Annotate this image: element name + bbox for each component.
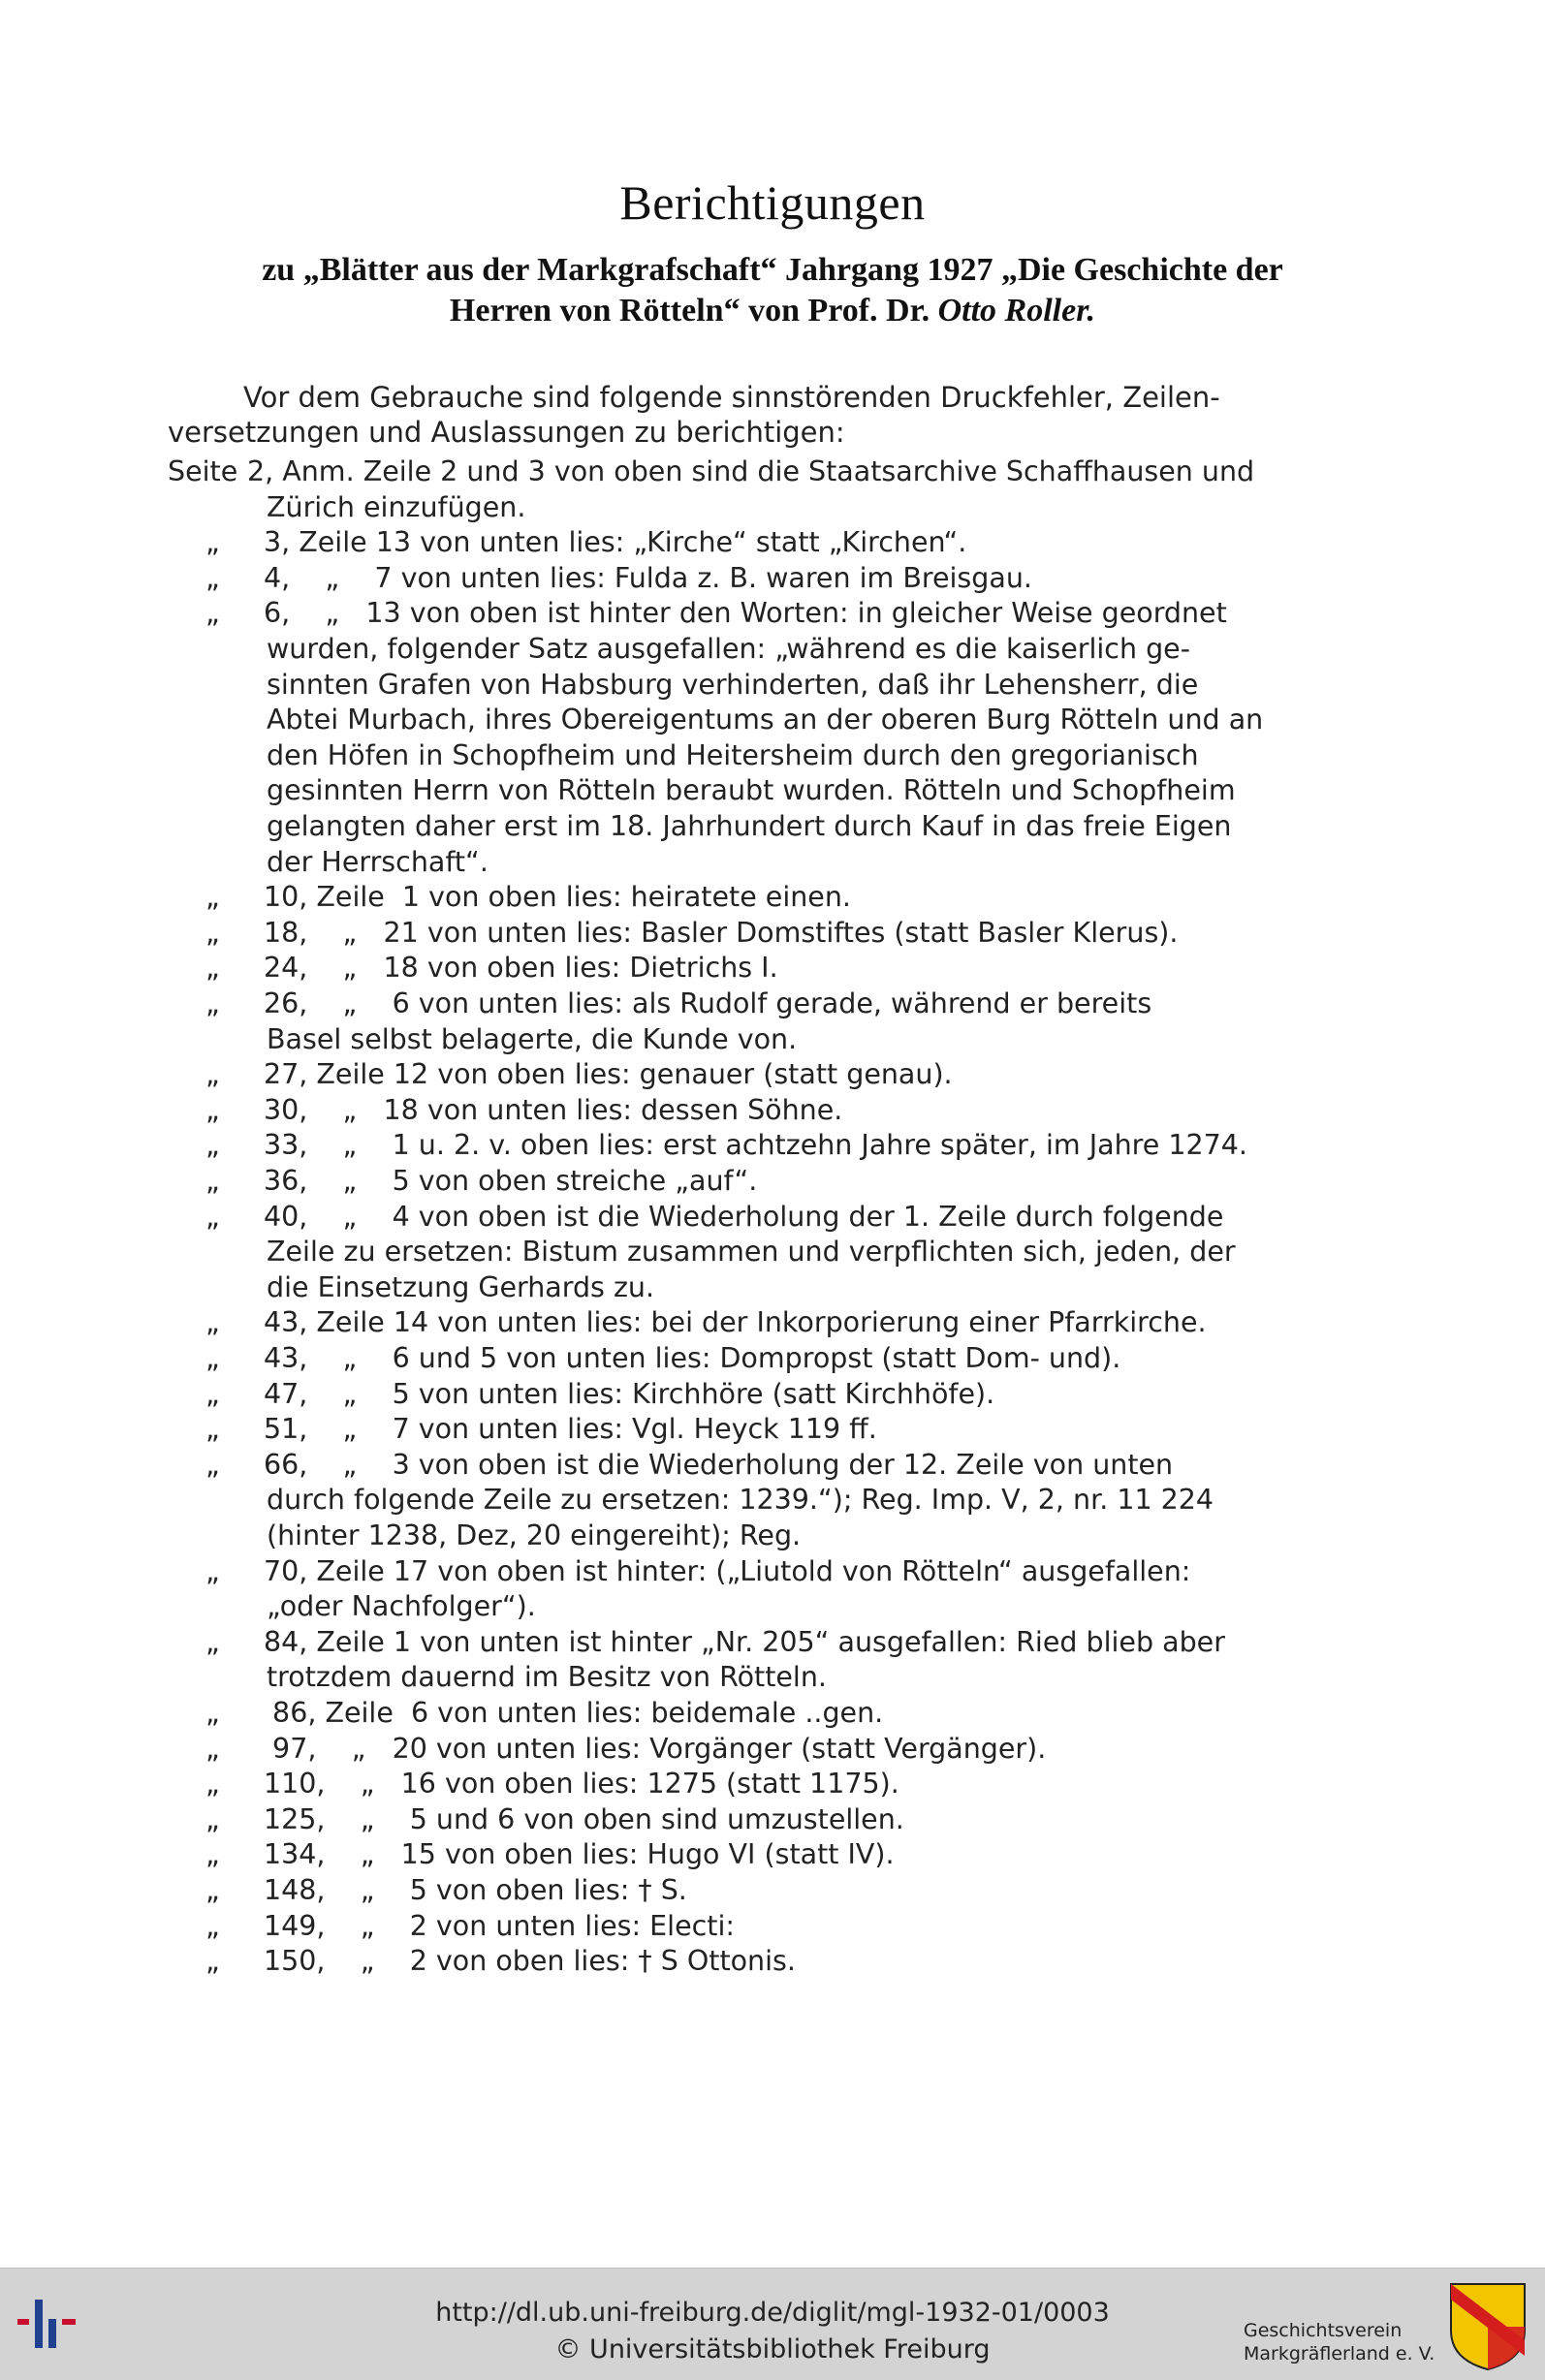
entry-marker: „	[205, 1129, 220, 1162]
entry-text: 18, „ 21 von unten lies: Basler Domstiftes (statt Basler Klerus).	[264, 916, 1179, 949]
entry-marker: „	[205, 916, 220, 949]
entry-continuation-line: Zeile zu ersetzen: Bistum zusammen und verpflichten sich, jeden, der	[267, 1236, 1236, 1268]
footer-copyright: © Universitätsbibliothek Freiburg	[554, 2334, 991, 2364]
entry-marker: „	[205, 597, 220, 630]
entry-continuation-line: Zürich einzufügen.	[267, 490, 526, 523]
entry-marker: „	[205, 1802, 220, 1835]
entry-text: 3, Zeile 13 von unten lies: „Kirche“ statt „Kirchen“.	[264, 526, 967, 559]
entry-marker: „	[205, 1625, 220, 1658]
entry-text: 66, „ 3 von oben ist die Wiederholung der 12. Zeile von unten	[264, 1448, 1174, 1481]
entry-marker: „	[205, 1697, 220, 1729]
entry-continuation-line: gelangten daher erst im 18. Jahrhundert durch Kauf in das freie Eigen	[267, 809, 1232, 842]
entry-marker: „	[205, 1413, 220, 1446]
intro-line-1: Vor dem Gebrauche sind folgende sinnstörenden Druckfehler, Zeilen-	[243, 381, 1220, 414]
entry-continuation-line: wurden, folgender Satz ausgefallen: „während es die kaiserlich ge-	[267, 632, 1190, 665]
entry-marker: „	[205, 526, 220, 559]
entry-marker: „	[205, 1909, 220, 1942]
entry-continuation-line: gesinnten Herrn von Rötteln beraubt wurden. Rötteln und Schopfheim	[267, 774, 1236, 807]
entry-text: 10, Zeile 1 von oben lies: heiratete einen.	[264, 881, 851, 914]
verein-line-2: Markgräflerland e. V.	[1244, 2343, 1435, 2364]
entry-text: 148, „ 5 von oben lies: † S.	[264, 1874, 687, 1906]
entry-text: 84, Zeile 1 von unten ist hinter „Nr. 205“ ausgefallen: Ried blieb aber	[264, 1625, 1225, 1658]
entry-text: 134, „ 15 von oben lies: Hugo VI (statt IV).	[264, 1838, 895, 1871]
entry-marker: „	[205, 987, 220, 1019]
entry-continuation-line: sinnten Grafen von Habsburg verhinderten, daß ihr Lehensherr, die	[267, 668, 1199, 701]
intro-paragraph	[168, 380, 1374, 450]
entry-continuation-line: Abtei Murbach, ihres Obereigentums an der oberen Burg Rötteln und an	[267, 704, 1264, 736]
entry-text: 97, „ 20 von unten lies: Vorgänger (statt Vergänger).	[264, 1732, 1047, 1765]
entry-text: 70, Zeile 17 von oben ist hinter: („Liutold von Rötteln“ ausgefallen:	[264, 1554, 1191, 1587]
entry-text: 36, „ 5 von oben streiche „auf“.	[264, 1165, 758, 1197]
entry-text: 30, „ 18 von unten lies: dessen Söhne.	[264, 1093, 843, 1126]
entry-marker: „	[205, 561, 220, 594]
entry-marker: „	[205, 1838, 220, 1871]
entry-marker: „	[205, 1554, 220, 1587]
entry-continuation-line: die Einsetzung Gerhards zu.	[267, 1270, 655, 1303]
entry-continuation-line: trotzdem dauernd im Besitz von Rötteln.	[267, 1661, 827, 1694]
entry-marker: „	[205, 1093, 220, 1126]
subtitle-line-1: zu „Blätter aus der Markgrafschaft“ Jahrgang 1927 „Die Geschichte der	[262, 252, 1283, 288]
verein-line-1: Geschichtsverein	[1244, 2320, 1403, 2341]
entry-marker: „	[205, 1874, 220, 1906]
entry-text: 150, „ 2 von oben lies: † S Ottonis.	[264, 1945, 796, 1978]
subtitle-author: Otto Roller.	[937, 293, 1096, 329]
entry-marker: „	[205, 1768, 220, 1801]
entry-text: 51, „ 7 von unten lies: Vgl. Heyck 119 ff.	[264, 1413, 877, 1446]
entry-text: 86, Zeile 6 von unten lies: beidemale ..gen.	[264, 1697, 884, 1729]
entry-text: 6, „ 13 von oben ist hinter den Worten: in gleicher Weise geordnet	[264, 597, 1227, 630]
entry-marker: Seite	[168, 455, 238, 487]
entry-continuation-line: den Höfen in Schopfheim und Heitersheim durch den gregorianisch	[267, 738, 1199, 771]
entry-marker: „	[205, 1945, 220, 1978]
entry-continuation-line: Basel selbst belagerte, die Kunde von.	[267, 1022, 798, 1055]
verein-name	[1244, 2319, 1437, 2365]
entry-text: 4, „ 7 von unten lies: Fulda z. B. waren im Breisgau.	[264, 561, 1032, 594]
entry-marker: „	[205, 1448, 220, 1481]
entry-continuation-line: „oder Nachfolger“).	[267, 1590, 536, 1623]
entry-marker: „	[205, 1165, 220, 1197]
entry-marker: „	[205, 1200, 220, 1233]
entry-marker: „	[205, 1342, 220, 1374]
entry-text: 40, „ 4 von oben ist die Wiederholung der 1. Zeile durch folgende	[264, 1200, 1224, 1233]
entry-text: 47, „ 5 von unten lies: Kirchhöre (satt Kirchhöfe).	[264, 1377, 995, 1410]
entry-text: 26, „ 6 von unten lies: als Rudolf gerade, während er bereits	[264, 987, 1152, 1019]
footer-url-link[interactable]: http://dl.ub.uni-freiburg.de/diglit/mgl-1932-01/0003	[435, 2298, 1110, 2328]
subtitle-line-2	[155, 291, 1390, 331]
entry-continuation-line: durch folgende Zeile zu ersetzen: 1239.“); Reg. Imp. V, 2, nr. 11 224	[267, 1484, 1214, 1517]
entry-text: 43, „ 6 und 5 von unten lies: Dompropst (statt Dom- und).	[264, 1342, 1121, 1374]
footer-bar	[0, 2268, 1545, 2380]
verein-crest-icon	[1449, 2282, 1527, 2371]
entry-marker: „	[205, 952, 220, 985]
page-title: Berichtigungen	[619, 175, 926, 230]
page-subtitle	[155, 250, 1390, 331]
entry-marker: „	[205, 1377, 220, 1410]
entry-marker: „	[205, 1058, 220, 1091]
entry-marker: „	[205, 1306, 220, 1339]
entry-text: 149, „ 2 von unten lies: Electi:	[264, 1909, 735, 1942]
entry-text: 43, Zeile 14 von unten lies: bei der Inkorporierung einer Pfarrkirche.	[264, 1306, 1207, 1339]
entry-text: 125, „ 5 und 6 von oben sind umzustellen.	[264, 1802, 904, 1835]
entry-text: 110, „ 16 von oben lies: 1275 (statt 1175).	[264, 1768, 899, 1801]
entry-text: 2, Anm. Zeile 2 und 3 von oben sind die Staatsarchive Schaffhausen und	[247, 455, 1255, 487]
entry-text: 24, „ 18 von oben lies: Dietrichs I.	[264, 952, 778, 985]
entry-marker: „	[205, 881, 220, 914]
entry-continuation-line: (hinter 1238, Dez, 20 eingereiht); Reg.	[267, 1519, 802, 1551]
entry-marker: „	[205, 1732, 220, 1765]
subtitle-line-2-text: Herren von Rötteln“ von Prof. Dr.	[449, 293, 938, 329]
entry-text: 33, „ 1 u. 2. v. oben lies: erst achtzehn Jahre später, im Jahre 1274.	[264, 1129, 1247, 1162]
entry-continuation-line: der Herrschaft“.	[267, 845, 489, 878]
intro-line-2: versetzungen und Auslassungen zu berichtigen:	[168, 416, 845, 449]
entry-text: 27, Zeile 12 von oben lies: genauer (statt genau).	[264, 1058, 953, 1091]
